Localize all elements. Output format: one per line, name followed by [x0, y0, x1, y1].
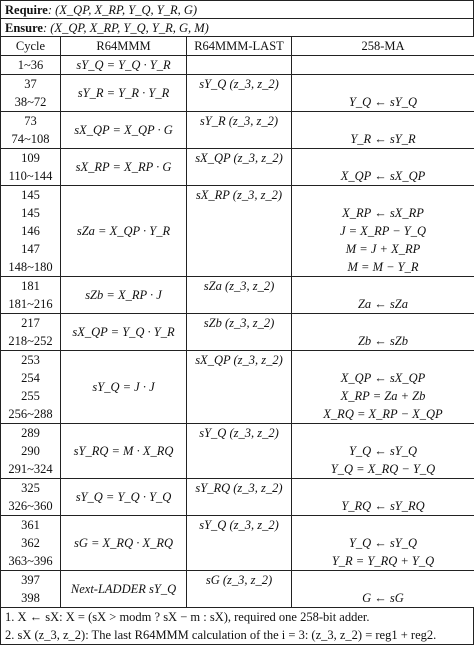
r64mmm-cell: sZa = X_QP · Y_R — [61, 186, 187, 277]
ma-op — [295, 351, 471, 369]
footnote-2: 2. sX (z_3, z_2): The last R64MMM calculation of the i = 3: (z_3, z_2) = reg1 + reg2. — [5, 628, 437, 642]
cycle-value: 398 — [21, 591, 40, 605]
cycle-cell — [1, 112, 61, 149]
cycle-cell — [1, 571, 61, 608]
ma-op: Y_RQ ← sY_RQ — [341, 499, 425, 513]
ma-op — [295, 112, 471, 130]
ma-op — [295, 277, 471, 295]
table-row — [1, 56, 474, 75]
table-row — [1, 479, 474, 516]
cycle-value: 291~324 — [8, 462, 53, 476]
header-r64mmm: R64MMM — [61, 37, 187, 56]
r64mmm-cell: sY_R = Y_R · Y_R — [61, 75, 187, 112]
r64mmm-cell: sG = X_RQ · X_RQ — [61, 516, 187, 571]
r64mmm-last-cell: sZb (z_3, z_2) — [187, 314, 292, 351]
ma-op: Y_R ← sY_R — [350, 132, 416, 146]
table-row — [1, 314, 474, 351]
ma-op — [295, 424, 471, 442]
schedule-table — [0, 36, 474, 608]
ma-op — [295, 56, 471, 74]
footnote-1: 1. X ← sX: X = (sX > modm ? sX − m : sX), required one 258-bit adder. — [5, 610, 370, 624]
cycle-value: 361 — [21, 518, 40, 532]
r64mmm-cell: sY_RQ = M · X_RQ — [61, 424, 187, 479]
cycle-cell — [1, 479, 61, 516]
ma-cell — [292, 516, 474, 571]
cycle-value: 145 — [21, 206, 40, 220]
r64mmm-last-cell: sG (z_3, z_2) — [187, 571, 292, 608]
footnotes — [0, 608, 474, 645]
ma-op: X_QP ← sX_QP — [340, 169, 426, 183]
cycle-value: 362 — [21, 536, 40, 550]
ma-op: G ← sG — [362, 591, 404, 605]
ensure-line — [0, 18, 474, 36]
cycle-value: 254 — [21, 371, 40, 385]
cycle-value: 109 — [21, 151, 40, 165]
cycle-value: 146 — [21, 224, 40, 238]
r64mmm-cell: sZb = X_RP · J — [61, 277, 187, 314]
header-r64mmm-last: R64MMM-LAST — [187, 37, 292, 56]
cycle-value: 148~180 — [8, 260, 53, 274]
cycle-value: 74~108 — [11, 132, 50, 146]
cycle-value: 289 — [21, 426, 40, 440]
cycle-value: 397 — [21, 573, 40, 587]
ma-op: J = X_RP − Y_Q — [339, 224, 427, 238]
cycle-value: 255 — [21, 389, 40, 403]
cycle-value: 181~216 — [8, 297, 53, 311]
table-row — [1, 516, 474, 571]
ma-cell — [292, 149, 474, 186]
cycle-value: 1~36 — [17, 58, 44, 72]
ma-op — [295, 479, 471, 497]
ma-op: Y_Q ← sY_Q — [348, 536, 418, 550]
cycle-value: 37 — [24, 77, 37, 91]
cycle-cell — [1, 516, 61, 571]
r64mmm-last-cell: sZa (z_3, z_2) — [187, 277, 292, 314]
ma-cell — [292, 479, 474, 516]
ma-op — [295, 149, 471, 167]
cycle-cell — [1, 186, 61, 277]
r64mmm-last-cell: sX_QP (z_3, z_2) — [187, 351, 292, 424]
ma-op — [295, 186, 471, 204]
table-row — [1, 571, 474, 608]
cycle-cell — [1, 351, 61, 424]
ma-op: X_RP = Za + Zb — [340, 389, 426, 403]
cycle-value: 363~396 — [8, 554, 53, 568]
cycle-value: 325 — [21, 481, 40, 495]
r64mmm-cell: sX_QP = Y_Q · Y_R — [61, 314, 187, 351]
cycle-cell — [1, 277, 61, 314]
cycle-value: 218~252 — [8, 334, 53, 348]
header-cycle: Cycle — [1, 37, 61, 56]
r64mmm-last-cell: sY_RQ (z_3, z_2) — [187, 479, 292, 516]
ma-op: X_RQ = X_RP − X_QP — [323, 407, 443, 421]
ensure-label: Ensure — [5, 21, 43, 35]
r64mmm-cell: sX_QP = X_QP · G — [61, 112, 187, 149]
table-row — [1, 149, 474, 186]
ma-cell — [292, 351, 474, 424]
table-row — [1, 112, 474, 149]
table-header-row — [1, 37, 474, 56]
ma-op: X_QP ← sX_QP — [340, 371, 426, 385]
ma-op: M = M − Y_R — [347, 260, 419, 274]
r64mmm-cell: sY_Q = Y_Q · Y_Q — [61, 479, 187, 516]
r64mmm-last-cell: sX_RP (z_3, z_2) — [187, 186, 292, 277]
require-label: Require — [5, 3, 48, 17]
ma-op: X_RP ← sX_RP — [342, 206, 424, 220]
r64mmm-cell: sX_RP = X_RP · G — [61, 149, 187, 186]
cycle-value: 38~72 — [14, 95, 47, 109]
ma-op: Y_Q ← sY_Q — [348, 95, 418, 109]
table-row — [1, 424, 474, 479]
cycle-cell — [1, 75, 61, 112]
ma-op: Za ← sZa — [357, 297, 409, 311]
ma-cell — [292, 75, 474, 112]
r64mmm-last-cell: sY_R (z_3, z_2) — [187, 112, 292, 149]
require-value: : (X_QP, X_RP, Y_Q, Y_R, G) — [47, 3, 198, 17]
r64mmm-cell: Next-LADDER sY_Q — [61, 571, 187, 608]
header-258-ma: 258-MA — [292, 37, 474, 56]
cycle-cell — [1, 56, 61, 75]
cycle-cell — [1, 424, 61, 479]
cycle-cell — [1, 149, 61, 186]
ensure-value: : (X_QP, X_RP, Y_Q, Y_R, G, M) — [42, 21, 209, 35]
cycle-value: 145 — [21, 188, 40, 202]
cycle-value: 217 — [21, 316, 40, 330]
cycle-value: 110~144 — [8, 169, 53, 183]
ma-op — [295, 516, 471, 534]
ma-cell — [292, 56, 474, 75]
cycle-cell — [1, 314, 61, 351]
r64mmm-last-cell — [187, 56, 292, 75]
cycle-value: 256~288 — [8, 407, 53, 421]
cycle-value: 181 — [21, 279, 40, 293]
ma-cell — [292, 314, 474, 351]
ma-op — [295, 75, 471, 93]
ma-op: Y_Q ← sY_Q — [348, 444, 418, 458]
cycle-value: 326~360 — [8, 499, 53, 513]
cycle-value: 73 — [24, 114, 37, 128]
ma-op — [295, 571, 471, 589]
table-body — [1, 56, 474, 608]
table-row — [1, 186, 474, 277]
ma-cell — [292, 424, 474, 479]
table-row — [1, 75, 474, 112]
ma-op — [295, 314, 471, 332]
ma-op: M = J + X_RP — [345, 242, 421, 256]
r64mmm-last-cell: sY_Q (z_3, z_2) — [187, 75, 292, 112]
cycle-value: 290 — [21, 444, 40, 458]
require-line — [0, 0, 474, 18]
r64mmm-last-cell: sY_Q (z_3, z_2) — [187, 516, 292, 571]
ma-op: Zb ← sZb — [357, 334, 409, 348]
table-row — [1, 277, 474, 314]
r64mmm-last-cell: sY_Q (z_3, z_2) — [187, 424, 292, 479]
ma-cell — [292, 186, 474, 277]
ma-op: Y_Q = X_RQ − Y_Q — [330, 462, 436, 476]
cycle-value: 147 — [21, 242, 40, 256]
ma-cell — [292, 277, 474, 314]
r64mmm-cell: sY_Q = Y_Q · Y_R — [61, 56, 187, 75]
ma-cell — [292, 571, 474, 608]
ma-op: Y_R = Y_RQ + Y_Q — [331, 554, 435, 568]
table-row — [1, 351, 474, 424]
cycle-value: 253 — [21, 353, 40, 367]
r64mmm-cell: sY_Q = J · J — [61, 351, 187, 424]
r64mmm-last-cell: sX_QP (z_3, z_2) — [187, 149, 292, 186]
ma-cell — [292, 112, 474, 149]
